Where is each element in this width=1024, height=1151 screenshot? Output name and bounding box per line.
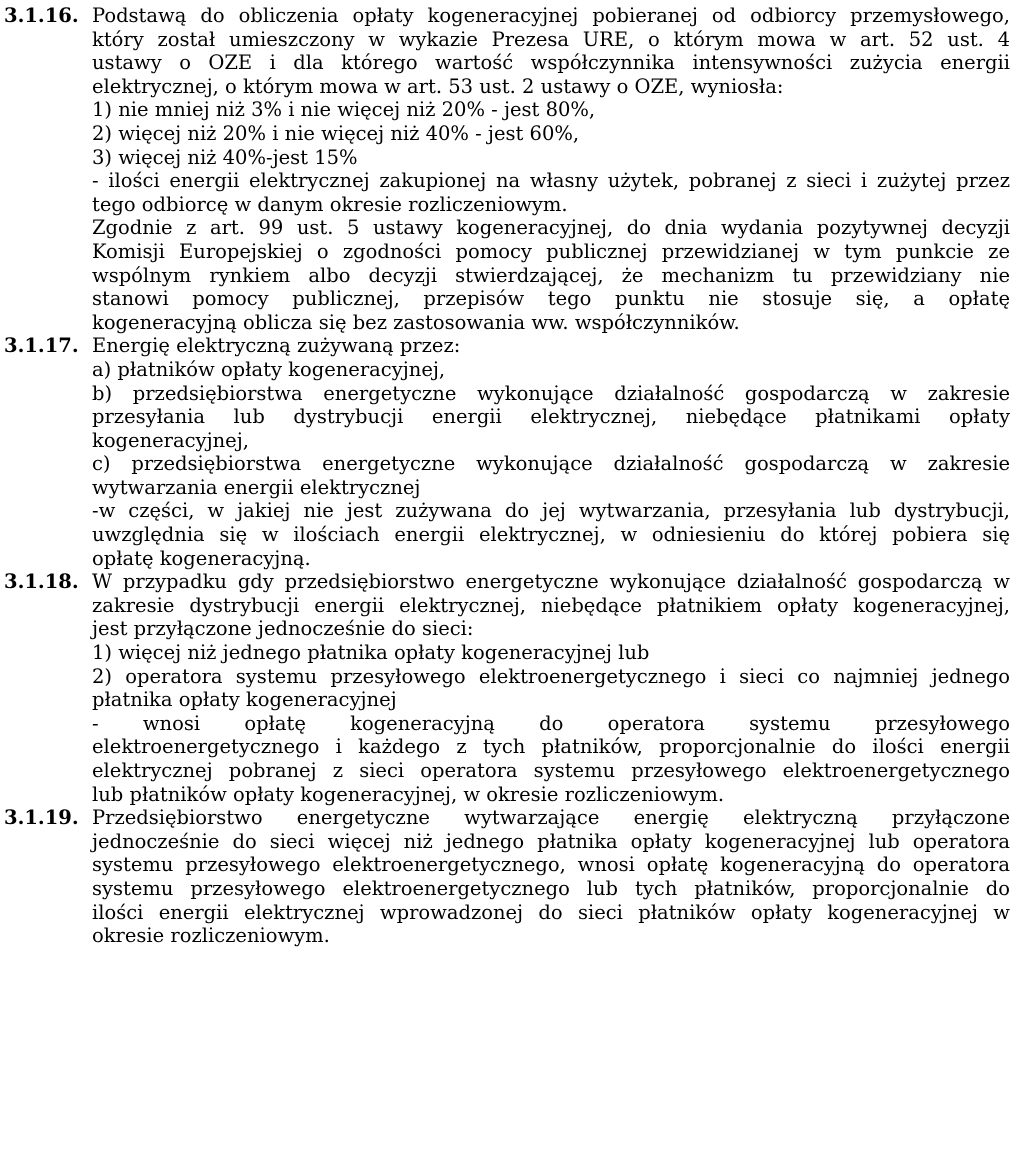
text-line: 1) więcej niż jednego płatnika opłaty kogeneracyjnej lub: [92, 641, 650, 665]
text-line: jest przyłączone jednocześnie do sieci:: [92, 617, 474, 641]
text-line: W przypadku gdy przedsiębiorstwo energetyczne wykonujące działalność gospodarczą w: [92, 570, 1010, 594]
paragraph: [92, 216, 1010, 334]
text-line: wspólnym rynkiem albo decyzji stwierdzającej, że mechanizm tu przewidziany nie: [92, 263, 1010, 287]
paragraph: [92, 570, 1010, 641]
text-line: systemu przesyłowego elektroenergetycznego, wnosi opłatę kogeneracyjną do operatora: [92, 853, 1010, 877]
paragraph: [92, 712, 1010, 806]
text-line: kogeneracyjnej,: [92, 428, 249, 452]
text-line: lub płatników opłaty kogeneracyjnej, w okresie rozliczeniowym.: [92, 782, 725, 806]
text-line: elektrycznej pobranej z sieci operatora systemu przesyłowego elektroenergetycznego: [92, 759, 1010, 782]
text-line: 2) więcej niż 20% i nie więcej niż 40% - jest 60%,: [92, 121, 580, 145]
text-line: Energię elektryczną zużywaną przez:: [92, 334, 461, 358]
text-line: tego odbiorcę w danym okresie rozliczeniowym.: [92, 192, 568, 216]
text-line: elektrycznej, o którym mowa w art. 53 ust. 2 ustawy o OZE, wyniosła:: [92, 74, 784, 98]
text-line: - ilości energii elektrycznej zakupionej na własny użytek, pobranej z sieci i zużytej przez: [92, 169, 1010, 193]
section-body: [92, 4, 1010, 334]
paragraph: [92, 146, 1010, 170]
paragraph: [92, 4, 1010, 98]
text-line: Zgodnie z art. 99 ust. 5 ustawy kogeneracyjnej, do dnia wydania pozytywnej decyzji: [92, 216, 1010, 240]
paragraph: [92, 169, 1010, 216]
text-line: b) przedsiębiorstwa energetyczne wykonujące działalność gospodarczą w zakresie: [92, 381, 1010, 405]
text-line: opłatę kogeneracyjną.: [92, 546, 311, 570]
text-line: systemu przesyłowego elektroenergetycznego lub tych płatników, proporcjonalnie do: [92, 876, 1010, 900]
text-line: który został umieszczony w wykazie Prezesa URE, o którym mowa w art. 52 ust. 4: [92, 27, 1010, 51]
paragraph: [92, 665, 1010, 712]
section-3-1-19: [4, 806, 1010, 948]
text-line: stanowi pomocy publicznej, przepisów tego punktu nie stosuje się, a opłatę: [92, 287, 1010, 311]
paragraph: [92, 382, 1010, 453]
text-line: 3) więcej niż 40%-jest 15%: [92, 145, 358, 169]
section-body: [92, 806, 1010, 948]
text-line: ustawy o OZE i dla którego wartość współczynnika intensywności zużycia energii: [92, 51, 1010, 75]
paragraph: [92, 358, 1010, 382]
paragraph: [92, 499, 1010, 570]
section-3-1-16: [4, 4, 1010, 334]
text-line: przesyłania lub dystrybucji energii elektrycznej, niebędące płatnikami opłaty: [92, 405, 1010, 429]
text-line: uwzględnia się w ilościach energii elektrycznej, w odniesieniu do której pobiera się: [92, 523, 1010, 547]
section-number: 3.1.16.: [4, 4, 79, 27]
text-line: jednocześnie do sieci więcej niż jednego płatnika opłaty kogeneracyjnej lub operatora: [92, 829, 1010, 853]
section-3-1-18: [4, 570, 1010, 806]
section-body: [92, 334, 1010, 570]
paragraph: [92, 98, 1010, 122]
text-line: zakresie dystrybucji energii elektrycznej, niebędące płatnikiem opłaty kogeneracyjnej,: [92, 593, 1010, 617]
text-line: 2) operatora systemu przesyłowego elektroenergetycznego i sieci co najmniej jednego: [92, 664, 1010, 688]
text-line: Podstawą do obliczenia opłaty kogeneracyjnej pobieranej od odbiorcy przemysłowego,: [92, 4, 1010, 27]
section-3-1-17: [4, 334, 1010, 570]
text-line: Komisji Europejskiej o zgodności pomocy publicznej przewidzianej w tym punkcie ze: [92, 239, 1010, 263]
paragraph: [92, 641, 1010, 665]
text-line: kogeneracyjną oblicza się bez zastosowania ww. współczynników.: [92, 310, 740, 334]
text-line: ilości energii elektrycznej wprowadzonej do sieci płatników opłaty kogeneracyjnej w: [92, 900, 1010, 924]
paragraph: [92, 334, 1010, 358]
text-line: Przedsiębiorstwo energetyczne wytwarzające energię elektryczną przyłączone: [92, 806, 1010, 830]
text-line: wytwarzania energii elektrycznej: [92, 475, 421, 499]
paragraph: [92, 806, 1010, 948]
section-body: [92, 570, 1010, 806]
text-line: a) płatników opłaty kogeneracyjnej,: [92, 357, 446, 381]
text-line: 1) nie mniej niż 3% i nie więcej niż 20% - jest 80%,: [92, 98, 596, 122]
paragraph: [92, 122, 1010, 146]
text-line: c) przedsiębiorstwa energetyczne wykonujące działalność gospodarczą w zakresie: [92, 452, 1010, 476]
text-line: - wnosi opłatę kogeneracyjną do operatora systemu przesyłowego: [92, 711, 1010, 735]
text-line: -w części, w jakiej nie jest zużywana do jej wytwarzania, przesyłania lub dystrybucji,: [92, 499, 1010, 523]
section-number: 3.1.19.: [4, 806, 79, 830]
section-number: 3.1.18.: [4, 570, 79, 594]
section-number: 3.1.17.: [4, 334, 79, 358]
text-line: elektroenergetycznego i każdego z tych płatników, proporcjonalnie do ilości energii: [92, 735, 1010, 759]
paragraph: [92, 452, 1010, 499]
text-line: okresie rozliczeniowym.: [92, 924, 330, 948]
text-line: płatnika opłaty kogeneracyjnej: [92, 688, 397, 712]
